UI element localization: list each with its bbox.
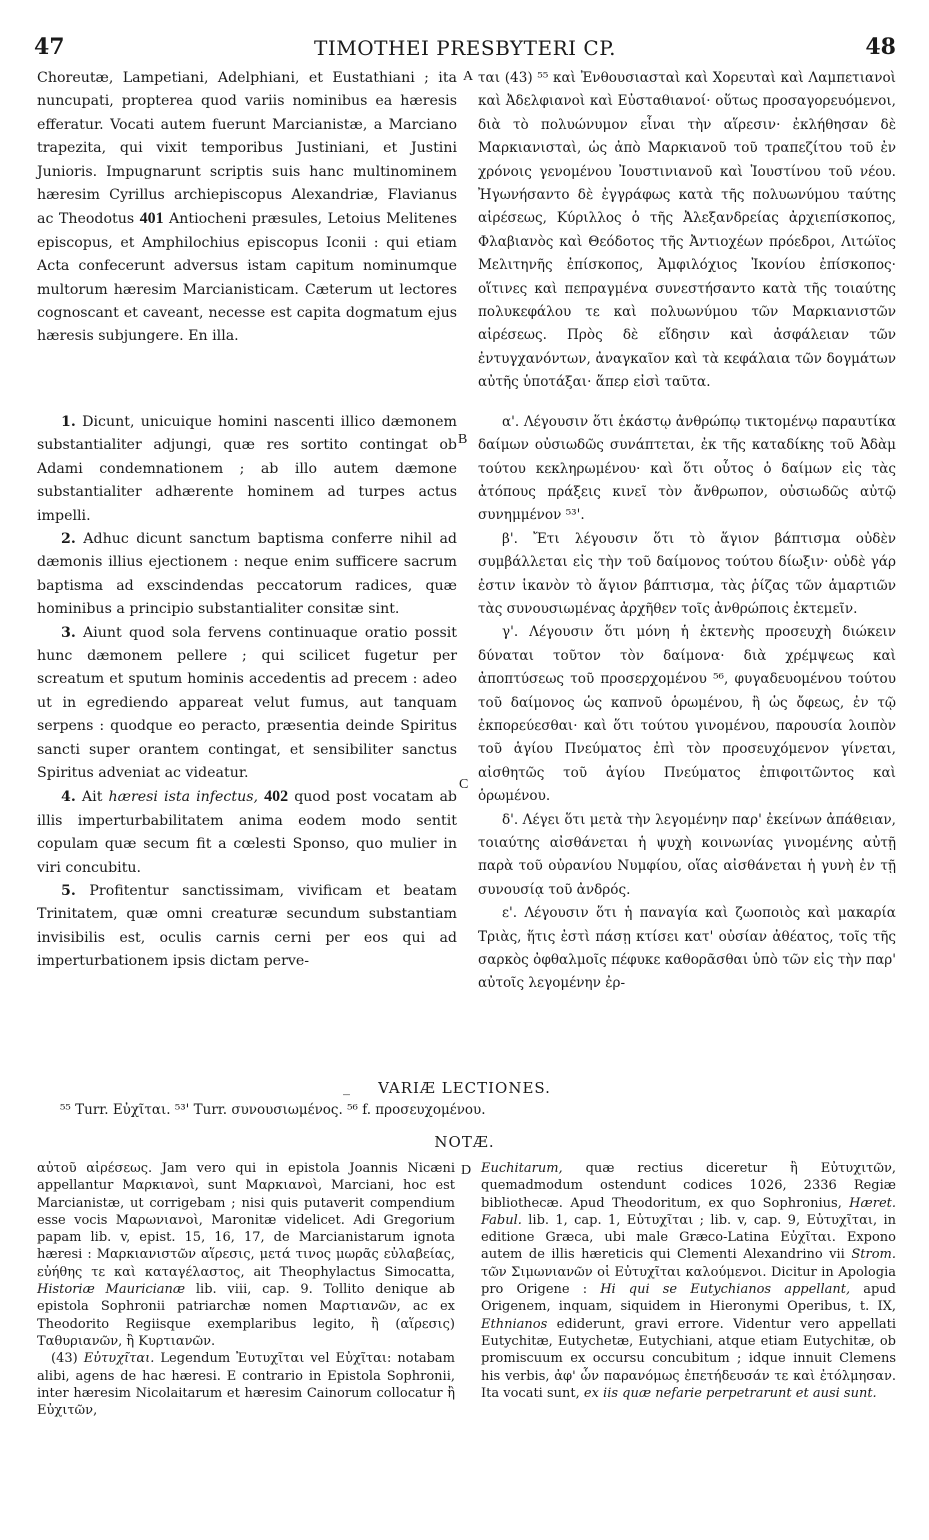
- greek-paragraph-4: δ'. Λέγει ὅτι μετὰ τὴν λεγομένην παρ' ἐκείνων ἀπάθειαν, τοιαύτης αἰσθάνεται ἡ ψυχὴ κοινωνίας γινομένης αὐτῇ παρὰ τοῦ οὐρανίου Νυμφίου, οἵας αἰσθάνεται ἡ γυνὴ ἐν τῇ συνουσίᾳ τοῦ ἀνδρός.: [478, 811, 896, 898]
- page-header: [34, 34, 896, 64]
- notae-heading: NOTÆ.: [434, 1133, 495, 1151]
- notes-right-column: [481, 1160, 896, 1402]
- greek-column: [478, 67, 896, 996]
- running-title: TIMOTHEI PRESBYTERI CP.: [314, 36, 616, 60]
- note-43-continuation: Euchitarum, quæ rectius diceretur ἢ Εὐτυχιτῶν, quemadmodum ostendunt codices 1026, 2336 Regiæ bibliothecæ. Apud Theodoritum, ex quo Sophronius, Hæret. Fabul. lib. 1, cap. 1, Εὐτυχῖται ; lib. v, cap. 9, Εὐτυχῖται, in editione Græca, ubi male Græco-Latina Εὐχῖται. Expono autem de illis hæreticis qui Clementi Alexandrino vii Strom. τῶν Σιμωνιανῶν οἱ Εὐτυχῖται καλούμενοι. Dicitur in Apologia pro Origene : Hi qui se Eutychianos appellant, apud Origenem, inquam, siquidem in Hieronymi Operibus, t. IX, Ethnianos ediderunt, gravi errore. Videntur vero appellati Eutychitæ, Eutychetæ, Eutychiani, atque etiam Eutychitæ, ob promiscuum ex occursu concubitum ; idque innuit Clemens his verbis, ἀφ' ὧν παρανόμως ἐπετήδευσάν τε καὶ ἐτόλμησαν. Ita vocati sunt, ex iis quæ nefarie perpetrarunt et ausi sunt.: [481, 1161, 896, 1401]
- greek-paragraph-1: α'. Λέγουσιν ὅτι ἑκάστῳ ἀνθρώπῳ τικτομένῳ παραυτίκα δαίμων οὐσιωδῶς συνάπτεται, ἐκ τῆς καταδίκης τοῦ Ἀδὰμ τούτου κεκληρωμένου· καὶ ὅτι οὗτος ὁ δαίμων εἰς τὰς ἀτόπους πράξεις κινεῖ τὸν ἄνθρωπον, οὐσιωδῶς αὐτῷ συνημμένον ⁵³'.: [478, 413, 896, 524]
- column-marker-402: 402: [264, 788, 289, 806]
- latin-column: [37, 67, 457, 974]
- latin-intro: Choreutæ, Lampetiani, Adelphiani, et Eustathiani ; ita nuncupati, propterea quod variis nominibus ea hæresis efferatur. Vocati autem fuerunt Marcianistæ, a Marciano trapezita, qui vixit temporibus Justiniani, et Justini Junioris. Impugnarunt scriptis suis hanc multinominem hæresim Cyrillus archiepiscopus Alexandriæ, Flavianus ac Theodotus 401 Antiocheni præsules, Letoius Melitenes episcopus, et Amphilochius episcopus Iconii : qui etiam Acta confecerunt adversus istam capitum nominumque multorum hæresim Marcianisticam. Cæterum ut lectores cognoscant et caveant, necesse est capita dogmatum ejus hæresis subjungere. En illa.: [37, 70, 457, 345]
- latin-paragraph-4: 4. Ait hæresi ista infectus, 402 quod post vocatam ab illis imperturbabilitatem anima eodem modo sentit copulam quæ secum fit a cœlesti Sponso, quo mulier in viri concubitu.: [37, 788, 458, 876]
- margin-letter-c: C: [459, 777, 469, 792]
- greek-intro: ται (43) ⁵⁵ καὶ Ἐνθουσιασταὶ καὶ Χορευταὶ καὶ Λαμπετιανοὶ καὶ Ἀδελφιανοὶ καὶ Εὐσταθιανοί· οὕτως προσαγορευόμενοι, διὰ τὸ πολυώνυμον εἶναι τὴν αἵρεσιν· ἐκλήθησαν δὲ Μαρκιανισταὶ, ὡς ἀπὸ Μαρκιανοῦ τοῦ τραπεζίτου τοῦ ἐν χρόνοις γενομένου Ἰουστινιανοῦ καὶ Ἰουστίνου τοῦ νέου. Ἠγωνήσαντο δὲ ἐγγράφως κατὰ τῆς πολυωνύμου ταύτης αἱρέσεως, Κύριλλος ὁ τῆς Ἀλεξανδρείας ἀρχιεπίσκοπος, Φλαβιανὸς καὶ Θεόδοτος τῆς Ἀντιοχέων πρόεδροι, Λιτώϊος Μελιτηνῆς ἐπίσκοπος, Ἀμφιλόχιος Ἰκονίου ἐπίσκοπος· οἵτινες καὶ πεπραγμένα συνεστήσαντο κατὰ τῆς τοιαύτης πολυκεφάλου τε καὶ πολυωνύμου τῶν Μαρκιανιστῶν αἱρέσεως. Πρὸς δὲ εἴδησιν καὶ ἀσφάλειαν τῶν ἐντυγχανόντων, ἀναγκαῖον καὶ τὰ κεφάλαια τῶν δογμάτων αὐτῆς ὑποτάξαι· ἅπερ εἰσὶ ταῦτα.: [478, 70, 896, 391]
- notes-left-column: [37, 1160, 455, 1419]
- greek-paragraph-2: β'. Ἔτι λέγουσιν ὅτι τὸ ἅγιον βάπτισμα οὐδὲν συμβάλλεται εἰς τὴν τοῦ δαίμονος τούτου δίωξιν· οὐδὲ γάρ ἐστιν ἱκανὸν τὸ ἅγιον βάπτισμα, τὰς ῥίζας τῶν ἁμαρτιῶν τὰς συνουσιωμένας ἀρχῆθεν τοῖς ἀνθρώποις ἐκτεμεῖν.: [478, 530, 896, 617]
- note-43: (43) Εὐτυχῖται. Legendum Ἐυτυχῖται vel Εὐχῖται: notabam alibi, agens de hac hæresi. E contrario in Epistola Sophronii, inter hæresim Nicolaitarum et hæresim Cainorum collocatur ἢ Εὐχιτῶν,: [37, 1351, 455, 1419]
- page-number-right: 48: [865, 34, 896, 60]
- latin-paragraph-1: 1. Dicunt, unicuique homini nascenti illico dæmonem substantialiter adjungi, quæ res sortito contingat ob Adami condemnationem ; ab illo autem dæmone substantialiter adhærente hominem ad turpes actus impelli.: [37, 413, 458, 524]
- latin-paragraph-2: 2. Adhuc dicunt sanctum baptisma conferre nihil ad dæmonis illius ejectionem : neque enim sufficere sacrum baptisma ad exscindendas peccatorum radices, quæ hominibus a principio substantialiter consitæ sint.: [37, 530, 457, 618]
- margin-letter-b: B: [458, 432, 468, 447]
- column-marker-401: 401: [139, 210, 164, 228]
- page-number-left: 47: [34, 34, 65, 60]
- margin-letter-d: D: [461, 1163, 472, 1178]
- latin-paragraph-3: 3. Aiunt quod sola fervens continuaque oratio possit hunc dæmonem pellere ; qui scilicet fugetur per screatum et sputum hominis accedentis ad precem : adeo ut in egrediendo appareat velut fumus, aut tanquam serpens : quodque eo peracto, præsentia deinde Spiritus sancti super orantem contingat, et sensibiliter sanctus Spiritus adveniat ac videatur.: [37, 624, 457, 781]
- margin-letter-a: A: [463, 69, 474, 84]
- variae-lectiones: ⁵⁵ Turr. Εὐχῖται. ⁵³' Turr. συνουσιωμένος. ⁵⁶ f. προσευχομένου.: [60, 1102, 486, 1118]
- greek-paragraph-3: γ'. Λέγουσιν ὅτι μόνη ἡ ἐκτενὴς προσευχὴ διώκειν δύναται τοῦτον τὸν δαίμονα· διὰ χρέμψεως καὶ ἀποπτύσεως τοῦ προσερχομένου ⁵⁶, φυγαδευομένου τούτου τοῦ δαίμονος ὡς καπνοῦ ὁρωμένου, ἢ ὡς ὄφεως, ἐν τῷ ἐκπορεύεσθαι· καὶ ὅτι τούτου γινομένου, παρουσία λοιπὸν τοῦ ἁγίου Πνεύματος ἐπὶ τὸν προσευχόμενον γίνεται, αἰσθητῶς τοῦ ἁγίου Πνεύματος ἐπιφοιτῶντος καὶ ὁρωμένου.: [478, 624, 896, 805]
- variae-lectiones-heading: VARIÆ LECTIONES.: [378, 1079, 551, 1097]
- note-continuation: αὐτοῦ αἱρέσεως. Jam vero qui in epistola Joannis Nicæni appellantur Μαρκιανοὶ, sunt Μαρκιανοὶ, Marciani, hoc est Marcianistæ, ut corrigebam ; nisi quis putaverit compendium esse vocis Μαρωνιανοὶ, Maronitæ videlicet. Adi Gregorium papam lib. v, epist. 15, 16, 17, de Marcianistarum ignota hæresi : Μαρκιανιστῶν αἵρεσις, μετά τινος μωρᾶς εὐλαβείας, εὐήθης τε καὶ καταγέλαστος, ait Theophylactus Simocatta, Historiæ Mauricianæ lib. viii, cap. 9. Tollito denique ab epistola Sophronii patriarchæ nomen Μαρτιανῶν, ac ex Theodorito Regiisque exemplaribus legito, ἢ (αἵρεσις) Ταθυριανῶν, ἢ Κυρτιανῶν.: [37, 1161, 455, 1349]
- greek-paragraph-5: ε'. Λέγουσιν ὅτι ἡ παναγία καὶ ζωοποιὸς καὶ μακαρία Τριὰς, ἥτις ἐστὶ πάσῃ κτίσει κατ' οὐσίαν ἀθέατος, τοῖς τῆς σαρκὸς ὀφθαλμοῖς πέφυκε καθορᾶσθαι ὑπὸ τῶν εἰς τὴν παρ' αὐτοῖς λεγομένην ἐρ-: [478, 905, 896, 992]
- variae-dash: _: [343, 1080, 350, 1096]
- latin-paragraph-5: 5. Profitentur sanctissimam, vivificam et beatam Trinitatem, quæ omni creaturæ secundum substantiam invisibilis est, oculis carnis cerni per eos qui ad imperturbationem ipsis dictam perve-: [37, 883, 457, 970]
